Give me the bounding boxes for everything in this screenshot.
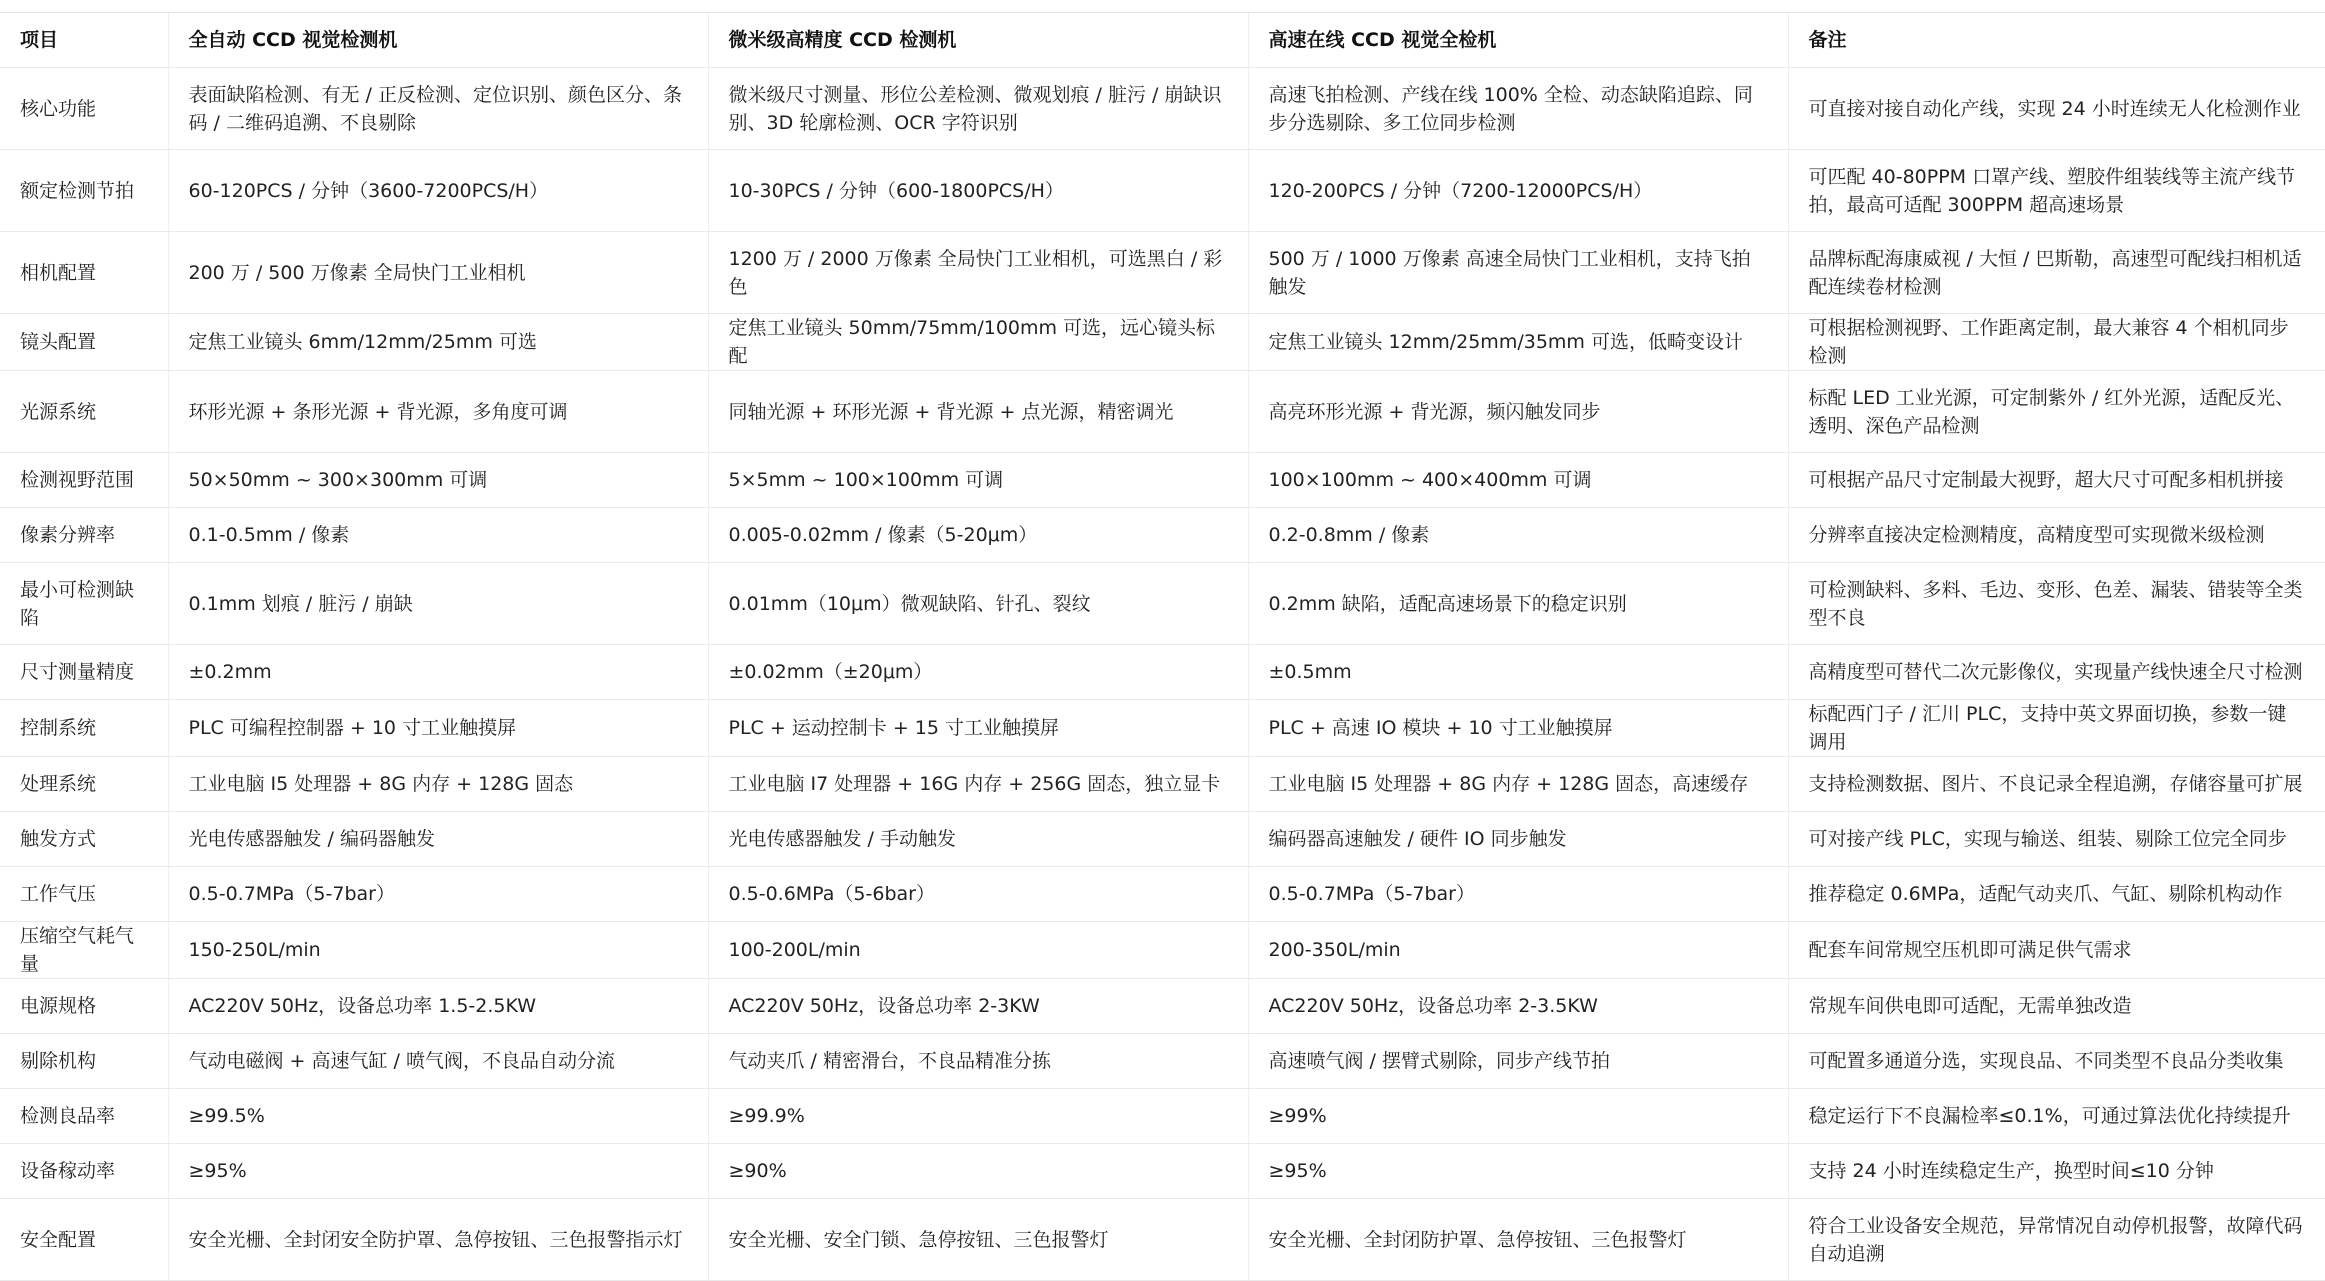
cell-micron-ccd: 微米级尺寸测量、形位公差检测、微观划痕 / 脏污 / 崩缺识别、3D 轮廓检测、OCR 字符识别 <box>708 68 1248 150</box>
table-row <box>0 1199 2325 1281</box>
cell-highspeed-ccd: 500 万 / 1000 万像素 高速全局快门工业相机，支持飞拍触发 <box>1248 232 1788 314</box>
row-label: 触发方式 <box>0 812 168 867</box>
cell-auto-ccd: ≥95% <box>168 1144 708 1199</box>
cell-micron-ccd: 5×5mm ~ 100×100mm 可调 <box>708 453 1248 508</box>
cell-remarks: 可根据产品尺寸定制最大视野，超大尺寸可配多相机拼接 <box>1788 453 2325 508</box>
table-row <box>0 812 2325 867</box>
row-label: 工作气压 <box>0 867 168 922</box>
row-label: 剔除机构 <box>0 1034 168 1089</box>
cell-remarks: 可匹配 40-80PPM 口罩产线、塑胶件组装线等主流产线节拍，最高可适配 300PPM 超高速场景 <box>1788 150 2325 232</box>
cell-micron-ccd: ≥99.9% <box>708 1089 1248 1144</box>
cell-micron-ccd: 气动夹爪 / 精密滑台，不良品精准分拣 <box>708 1034 1248 1089</box>
cell-auto-ccd: 工业电脑 I5 处理器 + 8G 内存 + 128G 固态 <box>168 757 708 812</box>
cell-highspeed-ccd: 高亮环形光源 + 背光源，频闪触发同步 <box>1248 371 1788 453</box>
cell-highspeed-ccd: 高速喷气阀 / 摆臂式剔除，同步产线节拍 <box>1248 1034 1788 1089</box>
cell-remarks: 配套车间常规空压机即可满足供气需求 <box>1788 922 2325 979</box>
cell-remarks: 稳定运行下不良漏检率≤0.1%，可通过算法优化持续提升 <box>1788 1089 2325 1144</box>
table-row <box>0 979 2325 1034</box>
cell-remarks: 可直接对接自动化产线，实现 24 小时连续无人化检测作业 <box>1788 68 2325 150</box>
cell-remarks: 可检测缺料、多料、毛边、变形、色差、漏装、错装等全类型不良 <box>1788 563 2325 645</box>
cell-remarks: 推荐稳定 0.6MPa，适配气动夹爪、气缸、剔除机构动作 <box>1788 867 2325 922</box>
cell-micron-ccd: 100-200L/min <box>708 922 1248 979</box>
cell-micron-ccd: PLC + 运动控制卡 + 15 寸工业触摸屏 <box>708 700 1248 757</box>
cell-highspeed-ccd: 100×100mm ~ 400×400mm 可调 <box>1248 453 1788 508</box>
row-label: 额定检测节拍 <box>0 150 168 232</box>
cell-micron-ccd: 0.005-0.02mm / 像素（5-20μm） <box>708 508 1248 563</box>
cell-auto-ccd: AC220V 50Hz，设备总功率 1.5-2.5KW <box>168 979 708 1034</box>
cell-highspeed-ccd: 安全光栅、全封闭防护罩、急停按钮、三色报警灯 <box>1248 1199 1788 1281</box>
cell-auto-ccd: 光电传感器触发 / 编码器触发 <box>168 812 708 867</box>
table-row <box>0 232 2325 314</box>
row-label: 检测视野范围 <box>0 453 168 508</box>
cell-remarks: 常规车间供电即可适配，无需单独改造 <box>1788 979 2325 1034</box>
cell-highspeed-ccd: AC220V 50Hz，设备总功率 2-3.5KW <box>1248 979 1788 1034</box>
table-row <box>0 1034 2325 1089</box>
table-row <box>0 314 2325 371</box>
cell-auto-ccd: 0.5-0.7MPa（5-7bar） <box>168 867 708 922</box>
cell-remarks: 符合工业设备安全规范，异常情况自动停机报警，故障代码自动追溯 <box>1788 1199 2325 1281</box>
table-row <box>0 371 2325 453</box>
cell-micron-ccd: 同轴光源 + 环形光源 + 背光源 + 点光源，精密调光 <box>708 371 1248 453</box>
cell-micron-ccd: ≥90% <box>708 1144 1248 1199</box>
cell-highspeed-ccd: ≥95% <box>1248 1144 1788 1199</box>
cell-remarks: 标配 LED 工业光源，可定制紫外 / 红外光源，适配反光、透明、深色产品检测 <box>1788 371 2325 453</box>
cell-micron-ccd: 工业电脑 I7 处理器 + 16G 内存 + 256G 固态，独立显卡 <box>708 757 1248 812</box>
cell-micron-ccd: 光电传感器触发 / 手动触发 <box>708 812 1248 867</box>
spec-comparison-table <box>0 13 2325 1281</box>
row-label: 安全配置 <box>0 1199 168 1281</box>
cell-micron-ccd: 1200 万 / 2000 万像素 全局快门工业相机，可选黑白 / 彩色 <box>708 232 1248 314</box>
cell-remarks: 分辨率直接决定检测精度，高精度型可实现微米级检测 <box>1788 508 2325 563</box>
table-row <box>0 453 2325 508</box>
spec-table-container <box>0 12 2325 1281</box>
cell-remarks: 可根据检测视野、工作距离定制，最大兼容 4 个相机同步检测 <box>1788 314 2325 371</box>
cell-auto-ccd: 定焦工业镜头 6mm/12mm/25mm 可选 <box>168 314 708 371</box>
cell-remarks: 品牌标配海康威视 / 大恒 / 巴斯勒，高速型可配线扫相机适配连续卷材检测 <box>1788 232 2325 314</box>
table-row <box>0 68 2325 150</box>
cell-auto-ccd: ≥99.5% <box>168 1089 708 1144</box>
cell-auto-ccd: 环形光源 + 条形光源 + 背光源，多角度可调 <box>168 371 708 453</box>
table-row <box>0 563 2325 645</box>
header-model-micron-ccd: 微米级高精度 CCD 检测机 <box>708 13 1248 68</box>
table-row <box>0 508 2325 563</box>
table-row <box>0 922 2325 979</box>
cell-remarks: 支持 24 小时连续稳定生产，换型时间≤10 分钟 <box>1788 1144 2325 1199</box>
cell-highspeed-ccd: 120-200PCS / 分钟（7200-12000PCS/H） <box>1248 150 1788 232</box>
cell-highspeed-ccd: 0.2-0.8mm / 像素 <box>1248 508 1788 563</box>
table-row <box>0 867 2325 922</box>
cell-highspeed-ccd: 200-350L/min <box>1248 922 1788 979</box>
cell-auto-ccd: 60-120PCS / 分钟（3600-7200PCS/H） <box>168 150 708 232</box>
cell-highspeed-ccd: 工业电脑 I5 处理器 + 8G 内存 + 128G 固态，高速缓存 <box>1248 757 1788 812</box>
cell-auto-ccd: 150-250L/min <box>168 922 708 979</box>
header-model-auto-ccd: 全自动 CCD 视觉检测机 <box>168 13 708 68</box>
cell-auto-ccd: 0.1-0.5mm / 像素 <box>168 508 708 563</box>
cell-micron-ccd: 安全光栅、安全门锁、急停按钮、三色报警灯 <box>708 1199 1248 1281</box>
row-label: 电源规格 <box>0 979 168 1034</box>
cell-highspeed-ccd: 0.5-0.7MPa（5-7bar） <box>1248 867 1788 922</box>
cell-remarks: 可配置多通道分选，实现良品、不同类型不良品分类收集 <box>1788 1034 2325 1089</box>
cell-auto-ccd: 200 万 / 500 万像素 全局快门工业相机 <box>168 232 708 314</box>
cell-highspeed-ccd: 编码器高速触发 / 硬件 IO 同步触发 <box>1248 812 1788 867</box>
cell-micron-ccd: 10-30PCS / 分钟（600-1800PCS/H） <box>708 150 1248 232</box>
cell-remarks: 高精度型可替代二次元影像仪，实现量产线快速全尺寸检测 <box>1788 645 2325 700</box>
table-row <box>0 1089 2325 1144</box>
cell-auto-ccd: 表面缺陷检测、有无 / 正反检测、定位识别、颜色区分、条码 / 二维码追溯、不良剔除 <box>168 68 708 150</box>
row-label: 核心功能 <box>0 68 168 150</box>
cell-highspeed-ccd: 0.2mm 缺陷，适配高速场景下的稳定识别 <box>1248 563 1788 645</box>
row-label: 光源系统 <box>0 371 168 453</box>
row-label: 压缩空气耗气量 <box>0 922 168 979</box>
cell-remarks: 标配西门子 / 汇川 PLC，支持中英文界面切换，参数一键调用 <box>1788 700 2325 757</box>
cell-remarks: 可对接产线 PLC，实现与输送、组装、剔除工位完全同步 <box>1788 812 2325 867</box>
row-label: 检测良品率 <box>0 1089 168 1144</box>
cell-highspeed-ccd: 定焦工业镜头 12mm/25mm/35mm 可选，低畸变设计 <box>1248 314 1788 371</box>
cell-auto-ccd: 安全光栅、全封闭安全防护罩、急停按钮、三色报警指示灯 <box>168 1199 708 1281</box>
cell-auto-ccd: ±0.2mm <box>168 645 708 700</box>
table-row <box>0 700 2325 757</box>
header-remarks: 备注 <box>1788 13 2325 68</box>
row-label: 最小可检测缺陷 <box>0 563 168 645</box>
cell-highspeed-ccd: 高速飞拍检测、产线在线 100% 全检、动态缺陷追踪、同步分选剔除、多工位同步检测 <box>1248 68 1788 150</box>
row-label: 相机配置 <box>0 232 168 314</box>
cell-auto-ccd: 0.1mm 划痕 / 脏污 / 崩缺 <box>168 563 708 645</box>
row-label: 镜头配置 <box>0 314 168 371</box>
table-row <box>0 150 2325 232</box>
header-item: 项目 <box>0 13 168 68</box>
table-row <box>0 645 2325 700</box>
cell-micron-ccd: AC220V 50Hz，设备总功率 2-3KW <box>708 979 1248 1034</box>
table-row <box>0 1144 2325 1199</box>
row-label: 尺寸测量精度 <box>0 645 168 700</box>
table-row <box>0 757 2325 812</box>
cell-highspeed-ccd: ±0.5mm <box>1248 645 1788 700</box>
table-body <box>0 68 2325 1281</box>
row-label: 控制系统 <box>0 700 168 757</box>
cell-auto-ccd: 气动电磁阀 + 高速气缸 / 喷气阀，不良品自动分流 <box>168 1034 708 1089</box>
cell-micron-ccd: 定焦工业镜头 50mm/75mm/100mm 可选，远心镜头标配 <box>708 314 1248 371</box>
row-label: 设备稼动率 <box>0 1144 168 1199</box>
cell-highspeed-ccd: PLC + 高速 IO 模块 + 10 寸工业触摸屏 <box>1248 700 1788 757</box>
row-label: 像素分辨率 <box>0 508 168 563</box>
row-label: 处理系统 <box>0 757 168 812</box>
header-model-highspeed-ccd: 高速在线 CCD 视觉全检机 <box>1248 13 1788 68</box>
cell-auto-ccd: 50×50mm ~ 300×300mm 可调 <box>168 453 708 508</box>
cell-highspeed-ccd: ≥99% <box>1248 1089 1788 1144</box>
cell-micron-ccd: ±0.02mm（±20μm） <box>708 645 1248 700</box>
cell-micron-ccd: 0.01mm（10μm）微观缺陷、针孔、裂纹 <box>708 563 1248 645</box>
cell-auto-ccd: PLC 可编程控制器 + 10 寸工业触摸屏 <box>168 700 708 757</box>
cell-micron-ccd: 0.5-0.6MPa（5-6bar） <box>708 867 1248 922</box>
table-header-row <box>0 13 2325 68</box>
cell-remarks: 支持检测数据、图片、不良记录全程追溯，存储容量可扩展 <box>1788 757 2325 812</box>
